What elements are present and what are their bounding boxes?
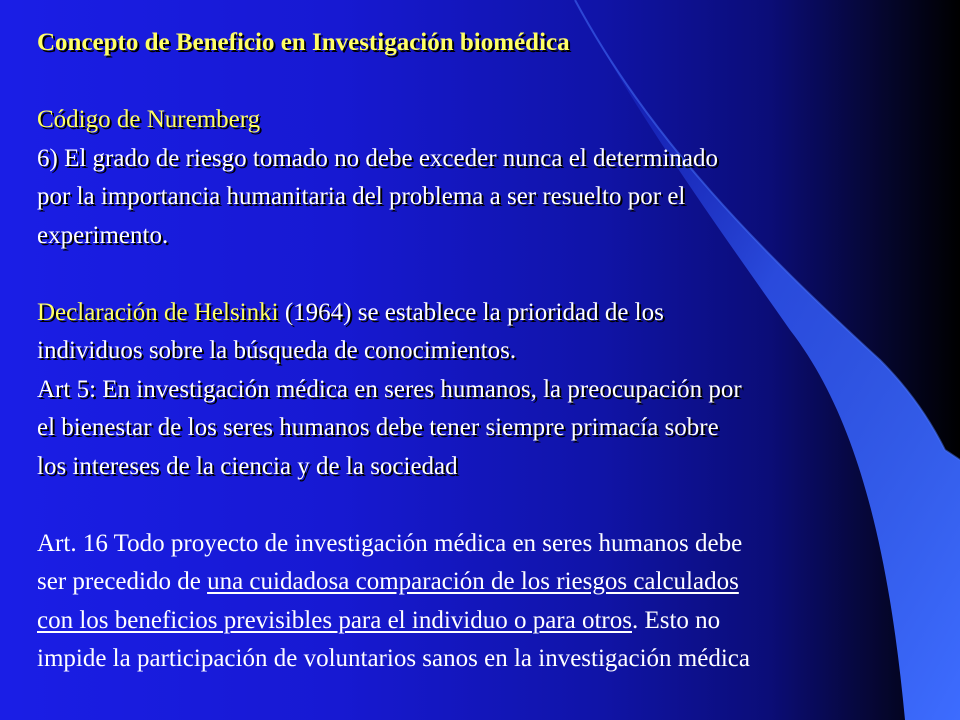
- helsinki-name: Declaración de Helsinki: [37, 298, 279, 326]
- helsinki-line: [37, 294, 952, 333]
- art5-text-line: Art 5: En investigación médica en seres humanos, la preocupación por: [37, 375, 742, 403]
- nuremberg-heading: Código de Nuremberg: [37, 106, 261, 133]
- nuremberg-text-line: 6) El grado de riesgo tomado no debe exceder nunca el determinado: [37, 144, 718, 172]
- art16-text-line: [37, 602, 952, 641]
- spacer: [37, 63, 952, 102]
- spacer: [37, 255, 952, 294]
- helsinki-text: (1964) se establece la prioridad de los: [278, 298, 664, 326]
- art16-text: ser precedido de: [37, 568, 208, 595]
- nuremberg-text-line: experimento.: [37, 221, 169, 249]
- art5-text-line: los intereses de la ciencia y de la sociedad: [37, 452, 458, 480]
- art16-underlined-text: una cuidadosa comparación de los riesgos calculados: [207, 568, 739, 595]
- art16-underlined-text: con los beneficios previsibles para el individuo o para otros: [37, 606, 632, 634]
- spacer: [37, 486, 952, 525]
- slide-content: [37, 24, 952, 679]
- art16-text: . Esto no: [631, 606, 721, 634]
- art16-text-line: impide la participación de voluntarios sanos en la investigación médica: [37, 645, 750, 672]
- helsinki-text-line: individuos sobre la búsqueda de conocimientos.: [37, 337, 517, 364]
- art5-text-line: el bienestar de los seres humanos debe tener siempre primacía sobre: [37, 414, 719, 441]
- art16-text-line: Art. 16 Todo proyecto de investigación médica en seres humanos debe: [37, 529, 743, 557]
- slide-title: Concepto de Beneficio en Investigación biomédica: [37, 29, 570, 56]
- art16-text-line: [37, 563, 952, 602]
- nuremberg-text-line: por la importancia humanitaria del problema a ser resuelto por el: [37, 183, 686, 210]
